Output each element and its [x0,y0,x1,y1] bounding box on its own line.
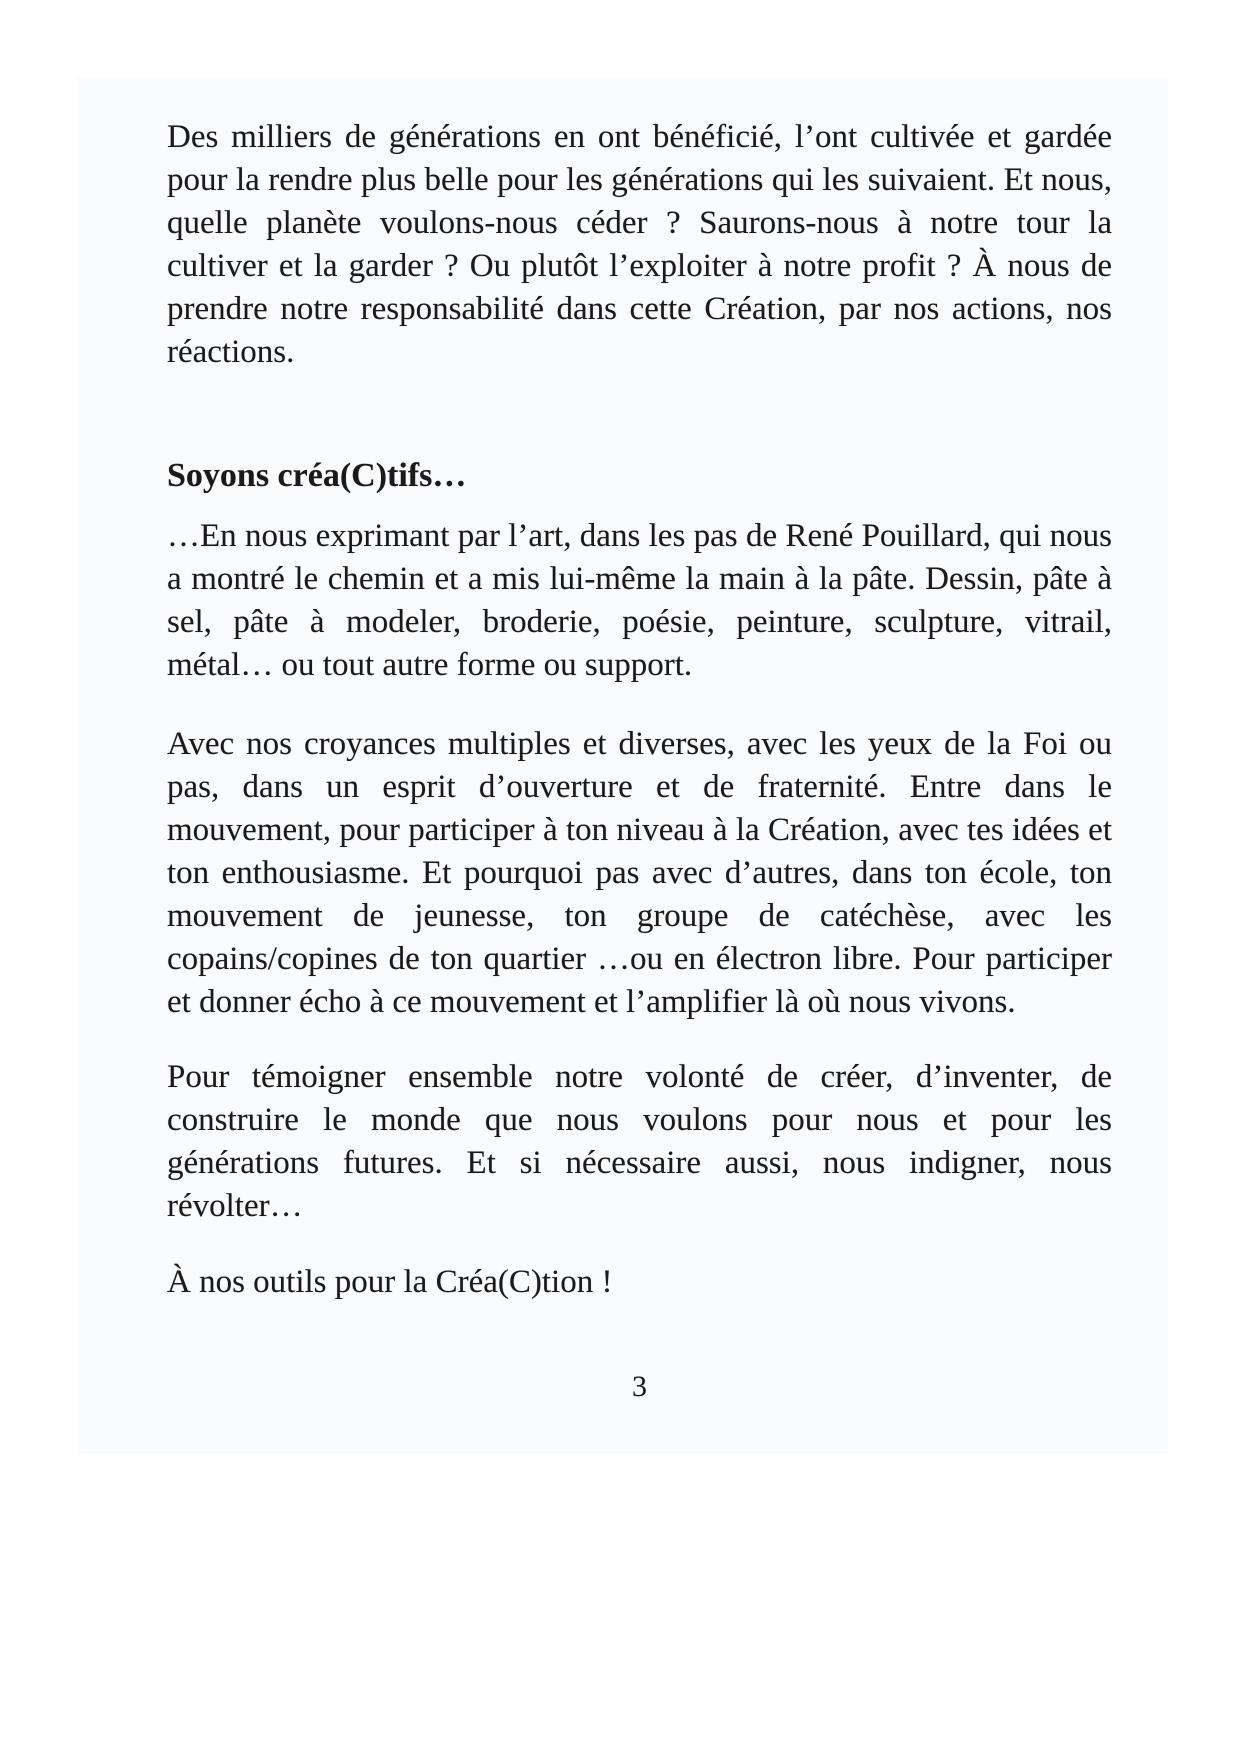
paragraph-witness: Pour témoigner ensemble notre volonté de créer, d’inventer, de construire le monde que nous voulons pour nous et pour les générations futures. Et si nécessaire aussi, nous indigner, nous révolter… [167,1059,1112,1224]
paragraph-art: …En nous exprimant par l’art, dans les pas de René Pouillard, qui nous a montré le chemin et a mis lui-même la main à la pâte. Dessin, pâte à sel, pâte à modeler, broderie, poésie, peinture, sculpture, vitrail, métal… ou tout autre forme ou support. [167,518,1112,683]
page-number: 3 [632,1370,647,1403]
section-heading: Soyons créa(C)tifs… [167,457,467,494]
paragraph-movement: Avec nos croyances multiples et diverses, avec les yeux de la Foi ou pas, dans un esprit d’ouverture et de fraternité. Entre dans le mouvement, pour participer à ton niveau à la Création, avec tes idées et ton enthousiasme. Et pourquoi pas avec d’autres, dans ton école, ton mouvement de jeunesse, ton groupe de catéchèse, avec les copains/copines de ton quartier …ou en électron libre. Pour participer et donner écho à ce mouvement et l’amplifier là où nous vivons. [167,726,1112,1020]
closing-line: À nos outils pour la Créa(C)tion ! [167,1264,613,1300]
text-column [167,77,1112,1403]
paragraph-intro: Des milliers de générations en ont bénéficié, l’ont cultivée et gardée pour la rendre plus belle pour les générations qui les suivaient. Et nous, quelle planète voulons-nous céder ? Saurons-nous à notre tour la cultiver et la garder ? Ou plutôt l’exploiter à notre profit ? À nous de prendre notre responsabilité dans cette Création, par nos actions, nos réactions. [167,119,1112,370]
document-page [77,77,1168,1455]
